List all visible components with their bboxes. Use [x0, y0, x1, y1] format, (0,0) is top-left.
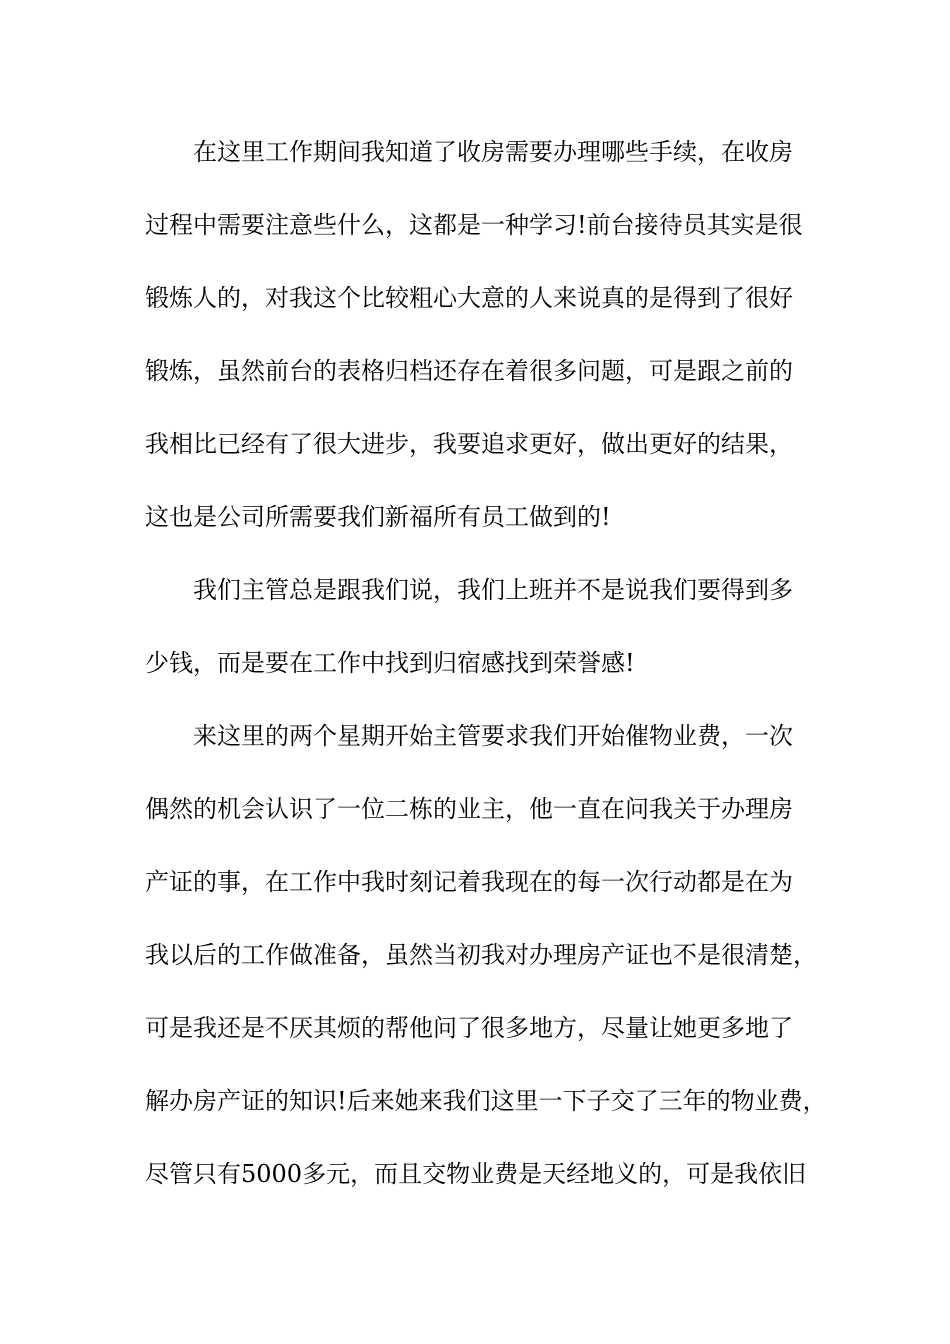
paragraph-3-line-6: 解办房产证的知识!后来她来我们这里一下子交了三年的物业费，	[145, 1087, 827, 1115]
paragraph-1-line-3: 锻炼人的，对我这个比较粗心大意的人来说真的是得到了很好	[145, 284, 793, 312]
paragraph-2-line-1: 我们主管总是跟我们说，我们上班并不是说我们要得到多	[193, 576, 793, 604]
paragraph-1-line-1: 在这里工作期间我知道了收房需要办理哪些手续，在收房	[193, 138, 793, 166]
paragraph-3-line-4: 我以后的工作做准备，虽然当初我对办理房产证也不是很清楚，	[145, 941, 817, 969]
paragraph-1-line-6: 这也是公司所需要我们新福所有员工做到的!	[145, 503, 611, 531]
paragraph-2-line-2: 少钱，而是要在工作中找到归宿感找到荣誉感!	[145, 649, 635, 677]
paragraph-1-line-5: 我相比已经有了很大进步，我要追求更好，做出更好的结果，	[145, 430, 793, 458]
paragraph-1-line-4: 锻炼，虽然前台的表格归档还存在着很多问题，可是跟之前的	[145, 357, 793, 385]
paragraph-3-line-1: 来这里的两个星期开始主管要求我们开始催物业费，一次	[193, 722, 793, 750]
paragraph-3-line-5: 可是我还是不厌其烦的帮他问了很多地方，尽量让她更多地了	[145, 1014, 793, 1042]
paragraph-3-line-3: 产证的事，在工作中我时刻记着我现在的每一次行动都是在为	[145, 868, 793, 896]
paragraph-3-line-2: 偶然的机会认识了一位二栋的业主，他一直在问我关于办理房	[145, 795, 793, 823]
paragraph-3-line-7: 尽管只有5000多元，而且交物业费是天经地义的，可是我依旧	[145, 1160, 807, 1188]
paragraph-1-line-2: 过程中需要注意些什么，这都是一种学习!前台接待员其实是很	[145, 211, 803, 239]
